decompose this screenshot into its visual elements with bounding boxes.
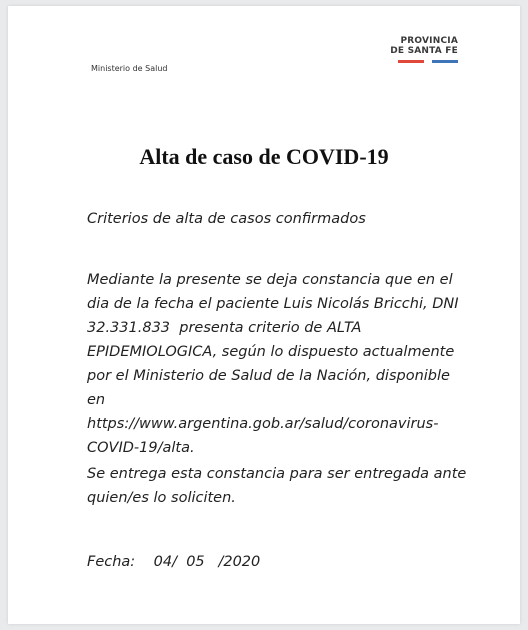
logo-red-bar: [398, 60, 424, 63]
document-title: Alta de caso de COVID-19: [139, 144, 389, 169]
body-line: COVID-19/alta.: [87, 440, 195, 456]
date-label: Fecha:: [87, 554, 136, 570]
body-line: en: [87, 392, 106, 408]
body-line: dia de la fecha el paciente Luis Nicolás Bricchi, DNI: [87, 296, 459, 312]
body-line: por el Ministerio de Salud de la Nación, disponible: [87, 368, 450, 384]
logo-blue-bar: [432, 60, 458, 63]
document-closing: [87, 462, 472, 510]
document-page: [8, 6, 520, 624]
date-value: 04/ 05 /2020: [153, 554, 261, 570]
document-body: [87, 268, 472, 460]
closing-line: quien/es lo soliciten.: [87, 490, 236, 506]
document-subtitle: Criterios de alta de casos confirmados: [87, 211, 366, 227]
body-line: EPIDEMIOLOGICA, según lo dispuesto actualmente: [87, 344, 455, 360]
province-logo-line2: DE SANTA FE: [390, 46, 458, 56]
closing-line: Se entrega esta constancia para ser entregada ante: [87, 466, 467, 482]
body-line: 32.331.833 presenta criterio de ALTA: [87, 320, 362, 336]
body-line: Mediante la presente se deja constancia que en el: [87, 272, 453, 288]
date-line: [87, 554, 260, 570]
body-line: https://www.argentina.gob.ar/salud/coronavirus-: [87, 416, 439, 432]
ministry-label: Ministerio de Salud: [91, 64, 168, 73]
province-logo: [368, 36, 458, 63]
province-logo-line1: PROVINCIA: [400, 36, 458, 46]
logo-bars: [368, 60, 458, 63]
